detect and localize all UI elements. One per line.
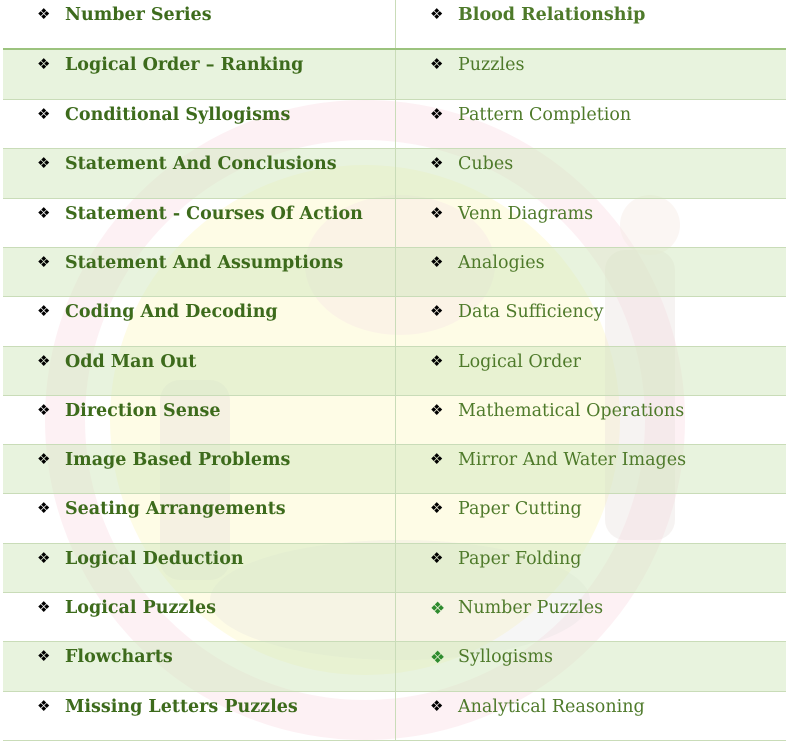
diamond-bullet-icon: ❖ — [430, 105, 444, 124]
topic-label: Logical Puzzles — [65, 597, 216, 618]
diamond-bullet-icon: ❖ — [430, 351, 444, 370]
diamond-bullet-icon: ❖ — [37, 696, 51, 715]
topic-cell-left — [3, 346, 396, 395]
topic-label: Venn Diagrams — [458, 203, 594, 224]
topic-cell-right — [396, 49, 787, 99]
diamond-bullet-icon: ❖ — [37, 55, 51, 74]
table-row — [3, 494, 786, 543]
topic-cell-left — [3, 691, 396, 740]
diamond-bullet-icon: ❖ — [37, 450, 51, 469]
topic-cell-right — [396, 642, 787, 691]
topic-cell-right — [396, 592, 787, 641]
table-row — [3, 247, 786, 296]
table-row — [3, 149, 786, 198]
table-row — [3, 198, 786, 247]
diamond-bullet-icon: ❖ — [430, 400, 444, 419]
diamond-bullet-icon: ❖ — [37, 400, 51, 419]
table-row — [3, 49, 786, 99]
topic-cell-right — [396, 0, 787, 49]
table-row — [3, 543, 786, 592]
diamond-bullet-icon: ❖ — [430, 154, 444, 173]
topic-cell-right — [396, 100, 787, 149]
topic-cell-left — [3, 49, 396, 99]
diamond-bullet-icon: ❖ — [37, 351, 51, 370]
diamond-bullet-icon: ❖ — [430, 55, 444, 74]
table-row — [3, 445, 786, 494]
table-row — [3, 592, 786, 641]
topic-label: Coding And Decoding — [65, 302, 278, 323]
diamond-bullet-icon: ❖ — [430, 203, 444, 222]
topic-label: Paper Folding — [458, 548, 582, 569]
topic-cell-left — [3, 642, 396, 691]
diamond-bullet-icon: ❖ — [37, 154, 51, 173]
topic-label: Pattern Completion — [458, 105, 632, 126]
topic-cell-left — [3, 149, 396, 198]
topic-label: Statement And Conclusions — [65, 154, 337, 175]
topic-cell-right — [396, 149, 787, 198]
topic-label: Odd Man Out — [65, 351, 197, 372]
topic-label: Cubes — [458, 154, 514, 175]
topic-cell-right — [396, 297, 787, 346]
topic-cell-left — [3, 494, 396, 543]
diamond-bullet-icon: ❖ — [430, 252, 444, 271]
topic-label: Number Puzzles — [458, 597, 604, 618]
topic-cell-left — [3, 0, 396, 49]
table-row — [3, 100, 786, 149]
topic-label: Analytical Reasoning — [458, 696, 645, 717]
table-row — [3, 395, 786, 444]
topic-label: Missing Letters Puzzles — [65, 696, 298, 717]
diamond-bullet-icon: ❖ — [430, 450, 444, 469]
topic-label: Statement - Courses Of Action — [65, 203, 363, 224]
diamond-bullet-icon: ❖ — [430, 5, 444, 23]
topic-cell-right — [396, 346, 787, 395]
diamond-bullet-icon: ❖ — [37, 5, 51, 23]
topic-cell-left — [3, 198, 396, 247]
topic-label: Logical Deduction — [65, 548, 244, 569]
topic-label: Logical Order – Ranking — [65, 55, 304, 76]
topic-label: Flowcharts — [65, 647, 173, 668]
topic-cell-left — [3, 297, 396, 346]
diamond-bullet-icon: ❖ — [37, 647, 51, 666]
diamond-bullet-icon: ❖ — [430, 598, 446, 619]
topic-label: Mathematical Operations — [458, 400, 685, 421]
diamond-bullet-icon: ❖ — [37, 499, 51, 518]
topic-cell-left — [3, 592, 396, 641]
topic-cell-left — [3, 395, 396, 444]
topic-label: Number Series — [65, 5, 212, 25]
topic-cell-left — [3, 100, 396, 149]
diamond-bullet-icon: ❖ — [37, 203, 51, 222]
table-row — [3, 346, 786, 395]
diamond-bullet-icon: ❖ — [37, 105, 51, 124]
topic-cell-right — [396, 494, 787, 543]
diamond-bullet-icon: ❖ — [430, 548, 444, 567]
topic-cell-right — [396, 543, 787, 592]
topic-label: Seating Arrangements — [65, 499, 286, 520]
topic-label: Blood Relationship — [458, 5, 646, 25]
topic-label: Analogies — [458, 252, 545, 273]
topic-cell-left — [3, 543, 396, 592]
topic-label: Paper Cutting — [458, 499, 582, 520]
diamond-bullet-icon: ❖ — [430, 302, 444, 321]
diamond-bullet-icon: ❖ — [430, 648, 446, 669]
topic-cell-left — [3, 445, 396, 494]
topic-label: Data Sufficiency — [458, 302, 604, 323]
diamond-bullet-icon: ❖ — [37, 597, 51, 616]
topic-label: Puzzles — [458, 55, 525, 76]
table-row — [3, 0, 786, 49]
diamond-bullet-icon: ❖ — [430, 696, 444, 715]
topic-label: Logical Order — [458, 351, 581, 372]
diamond-bullet-icon: ❖ — [37, 252, 51, 271]
topic-label: Mirror And Water Images — [458, 450, 687, 471]
topic-label: Image Based Problems — [65, 450, 291, 471]
topic-label: Direction Sense — [65, 400, 221, 421]
diamond-bullet-icon: ❖ — [37, 302, 51, 321]
topic-cell-left — [3, 247, 396, 296]
table-row — [3, 691, 786, 740]
topic-cell-right — [396, 395, 787, 444]
topics-table — [3, 0, 786, 741]
topic-cell-right — [396, 247, 787, 296]
topic-cell-right — [396, 691, 787, 740]
topic-label: Conditional Syllogisms — [65, 105, 291, 126]
topic-cell-right — [396, 445, 787, 494]
diamond-bullet-icon: ❖ — [430, 499, 444, 518]
table-row — [3, 297, 786, 346]
topic-cell-right — [396, 198, 787, 247]
table-row — [3, 642, 786, 691]
diamond-bullet-icon: ❖ — [37, 548, 51, 567]
topic-label: Statement And Assumptions — [65, 252, 344, 273]
topic-label: Syllogisms — [458, 647, 553, 668]
